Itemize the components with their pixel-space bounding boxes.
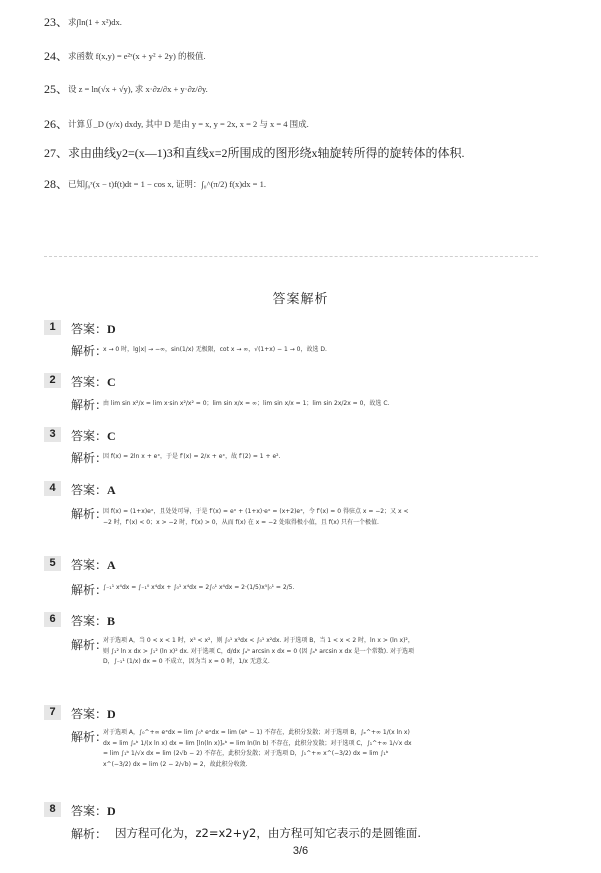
answer-choice: D [107,707,116,721]
explanation-label: 解析： [71,344,108,358]
question-number: 26、 [44,117,69,131]
question-number: 24、 [44,49,69,63]
question-number: 27、 [44,146,69,160]
explanation-7: 对于选项 A，∫₀^+∞ eˣdx = lim ∫₀ᵇ eˣdx = lim (eᵇ − 1) 不存在，此积分发散；对于选项 B，∫ₑ^+∞ 1/(x ln x) dx = lim ∫ₑᵇ 1/(x ln x) dx = lim [ln(ln x)]ₑᵇ = lim ln(ln b) 不存在，此积分发散；对于选项 C，∫₁^+∞ 1/√x dx = lim ∫₁ᵇ 1/√x dx = lim (2√b − 2) 不存在，此积分发散；对于选项 D，∫₁^+∞ x^(−3/2) dx = lim ∫₁ᵇ x^(−3/2) dx = lim (2 − 2/√b) = 2，故此积分收敛. [103,729,412,768]
question-text: 求函数 f(x,y) = e²ˣ(x + y² + 2y) 的极值. [68,50,206,61]
explanation-label: 解析： [71,451,108,465]
answer-number-badge: 1 [44,320,61,335]
answer-label: 答案： [71,429,108,443]
question-number: 25、 [44,82,69,96]
answer-5 [71,556,116,573]
answer-choice: C [107,375,116,389]
answer-number-badge: 3 [44,427,61,442]
question-number: 23、 [44,15,69,29]
question-text: 求由曲线y2=(x—1)3和直线x=2所围成的图形绕x轴旋转所得的旋转体的体积. [68,146,465,160]
answer-choice: B [107,614,116,628]
question-text: 设 z = ln(√x + √y), 求 x·∂z/∂x + y·∂z/∂y. [68,83,208,94]
answer-number-badge: 6 [44,612,61,627]
answer-number-badge: 2 [44,373,61,388]
answer-8 [71,802,116,819]
answer-label: 答案： [71,707,108,721]
answer-label: 答案： [71,483,108,497]
answer-choice: D [107,322,116,336]
explanation-label: 解析： [71,583,108,597]
answer-choice: A [107,483,116,497]
question-28 [44,175,266,192]
answer-4 [71,481,116,498]
section-divider [44,256,538,257]
answer-choice: A [107,558,116,572]
answer-3 [71,427,116,444]
explanation-2: 由 lim sin x²/x = lim x·sin x²/x² = 0；lim sin x/x = ∞；lim sin x/x = 1；lim sin 2x/2x = 0，故选 C. [103,400,390,407]
answer-number-badge: 4 [44,481,61,496]
answer-label: 答案： [71,614,108,628]
question-24 [44,47,206,64]
question-text: 已知∫₀ˣ(x − t)f(t)dt = 1 − cos x, 证明：∫₀^(π/2) f(x)dx = 1. [68,178,266,189]
answer-2 [71,373,116,390]
answer-6 [71,612,115,629]
answer-number-badge: 8 [44,802,61,817]
explanation-label: 解析： [71,827,108,841]
explanation-label: 解析： [71,507,108,521]
answer-7 [71,705,116,722]
question-27 [44,144,465,161]
answer-label: 答案： [71,375,108,389]
question-26 [44,115,309,132]
answer-label: 答案： [71,558,108,572]
explanation-4: 因 f(x) = (1+x)eˣ，且处处可导，于是 f′(x) = eˣ + (1+x)·eˣ = (x+2)eˣ，令 f′(x) = 0 得驻点 x = −2；又 x < −2 时，f′(x) < 0；x > −2 时，f′(x) > 0，从而 f(x) 在 x = −2 处取得极小值，且 f(x) 只有一个极值. [103,508,409,526]
answer-label: 答案： [71,804,108,818]
explanation-8: 因方程可化为，z2=x2+y2，由方程可知它表示的是圆锥面. [115,826,422,840]
answer-choice: D [107,804,116,818]
answer-1 [71,320,116,337]
section-title: 答案解析 [272,292,329,307]
question-text: 计算∬_D (y/x) dxdy, 其中 D 是由 y = x, y = 2x, x = 2 与 x = 4 围成. [68,118,309,129]
explanation-label: 解析： [71,730,108,744]
question-25 [44,80,208,97]
question-23 [44,13,122,30]
explanation-1: x → 0 时，lg|x| → −∞，sin(1/x) 无极限，cot x → ∞，√(1+x) − 1 → 0，故选 D. [103,346,327,353]
explanation-6: 对于选项 A，当 0 < x < 1 时，x³ < x²，则 ∫₀¹ x³dx < ∫₀¹ x²dx. 对于选项 B，当 1 < x < 2 时，ln x > (ln x)²，则 ∫₁² ln x dx > ∫₁² (ln x)² dx. 对于选项 C，d/dx ∫ₐᵇ arcsin x dx = 0 (因 ∫ₐᵇ arcsin x dx 是一个常数). 对于选项 D，∫₋₁¹ (1/x) dx = 0 不成立，因为当 x = 0 时，1/x 无意义. [103,637,414,665]
explanation-label: 解析： [71,638,108,652]
answer-number-badge: 5 [44,556,61,571]
explanation-5: ∫₋₁¹ x⁴dx = ∫₋₁⁰ x⁴dx + ∫₀¹ x⁴dx = 2∫₀¹ x⁴dx = 2·(1/5)x⁵|₀¹ = 2/5. [103,584,295,591]
question-number: 28、 [44,177,69,191]
question-text: 求∫ln(1 + x²)dx. [68,16,122,27]
explanation-label: 解析： [71,398,108,412]
explanation-3: 因 f(x) = 2ln x + eˣ，于是 f′(x) = 2/x + eˣ，故 f′(2) = 1 + e². [103,453,281,460]
page-number: 3/6 [292,845,309,857]
answer-choice: C [107,429,116,443]
answer-number-badge: 7 [44,705,61,720]
answer-label: 答案： [71,322,108,336]
